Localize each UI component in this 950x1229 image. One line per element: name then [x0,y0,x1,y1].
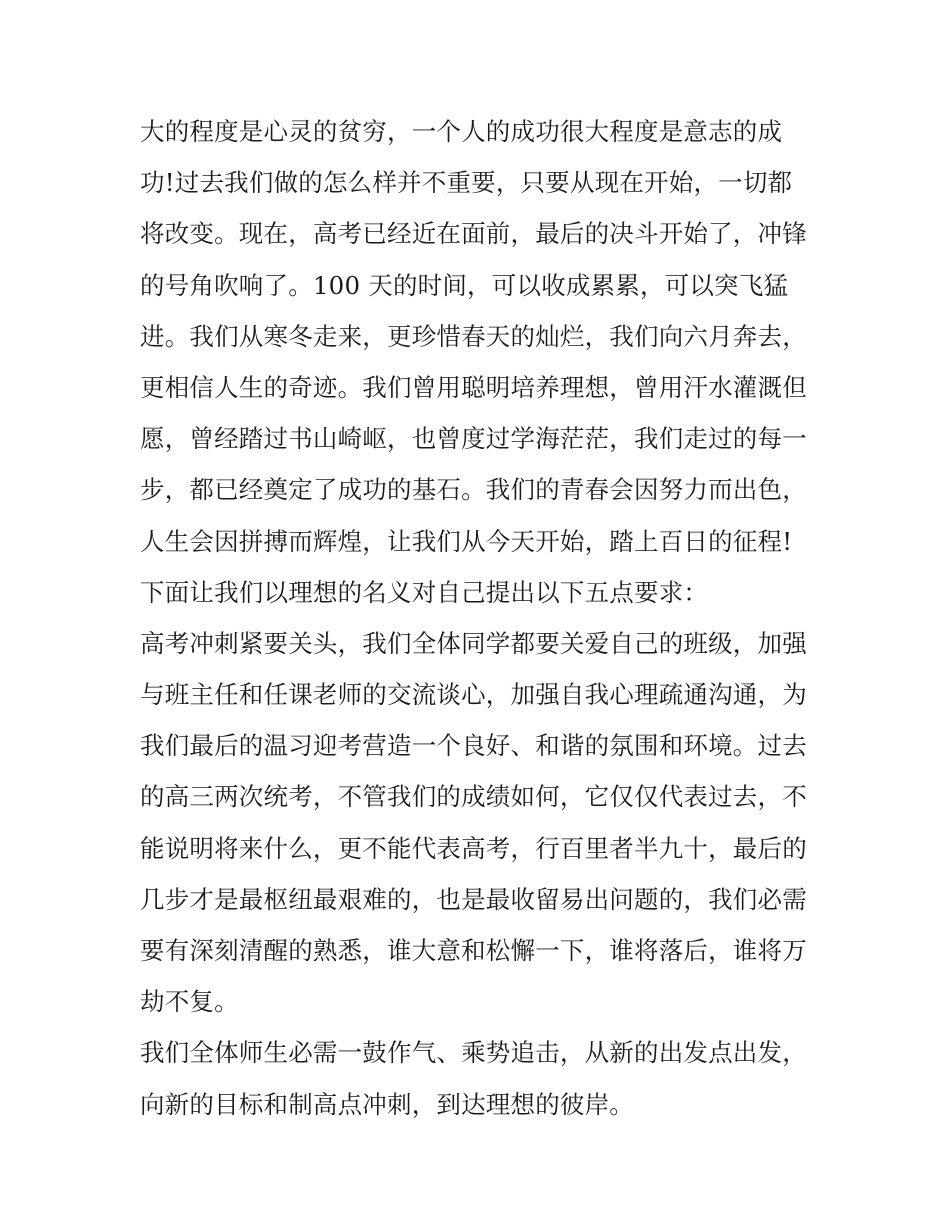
text-line: 将改变。现在，高考已经近在面前，最后的决斗开始了，冲锋 [140,219,807,249]
text-line: 进。我们从寒冬走来，更珍惜春天的灿烂，我们向六月奔去， [140,321,807,351]
text-line: 步，都已经奠定了成功的基石。我们的青春会因努力而出色， [140,475,807,505]
text-line: 要有深刻清醒的熟悉，谁大意和松懈一下，谁将落后，谁将万 [140,936,807,965]
text-line: 我们全体师生必需一鼓作气、乘势追击，从新的出发点出发， [140,1038,807,1068]
text-line: 高考冲刺紧要关头，我们全体同学都要关爱自己的班级，加强 [140,628,807,658]
text-line: 的高三两次统考，不管我们的成绩如何，它仅仅代表过去，不 [140,782,807,812]
text-line: 大的程度是心灵的贫穷，一个人的成功很大程度是意志的成 [140,117,783,146]
text-line: 与班主任和任课老师的交流谈心，加强自我心理疏通沟通，为 [140,680,807,710]
text-line: 功!过去我们做的怎么样并不重要，只要从现在开始，一切都 [140,168,793,198]
text-line: 愿，曾经踏过书山崎岖，也曾度过学海茫茫，我们走过的每一 [140,424,807,454]
text-line: 的号角吹响了。100 天的时间，可以收成累累，可以突飞猛 [140,270,789,300]
text-line: 下面让我们以理想的名义对自己提出以下五点要求： [140,577,709,607]
text-line: 能说明将来什么，更不能代表高考，行百里者半九十，最后的 [140,833,807,863]
text-line: 人生会因拼搏而辉煌，让我们从今天开始，踏上百日的征程! [140,526,793,556]
text-line: 向新的目标和制高点冲刺，到达理想的彼岸。 [140,1089,634,1119]
body-text [140,106,830,1130]
text-line: 我们最后的温习迎考营造一个良好、和谐的氛围和环境。过去 [140,731,807,761]
text-line: 几步才是最枢纽最艰难的，也是最收留易出问题的，我们必需 [140,884,807,914]
text-line: 更相信人生的奇迹。我们曾用聪明培养理想，曾用汗水灌溉但 [140,372,807,402]
text-line: 劫不复。 [140,987,239,1017]
